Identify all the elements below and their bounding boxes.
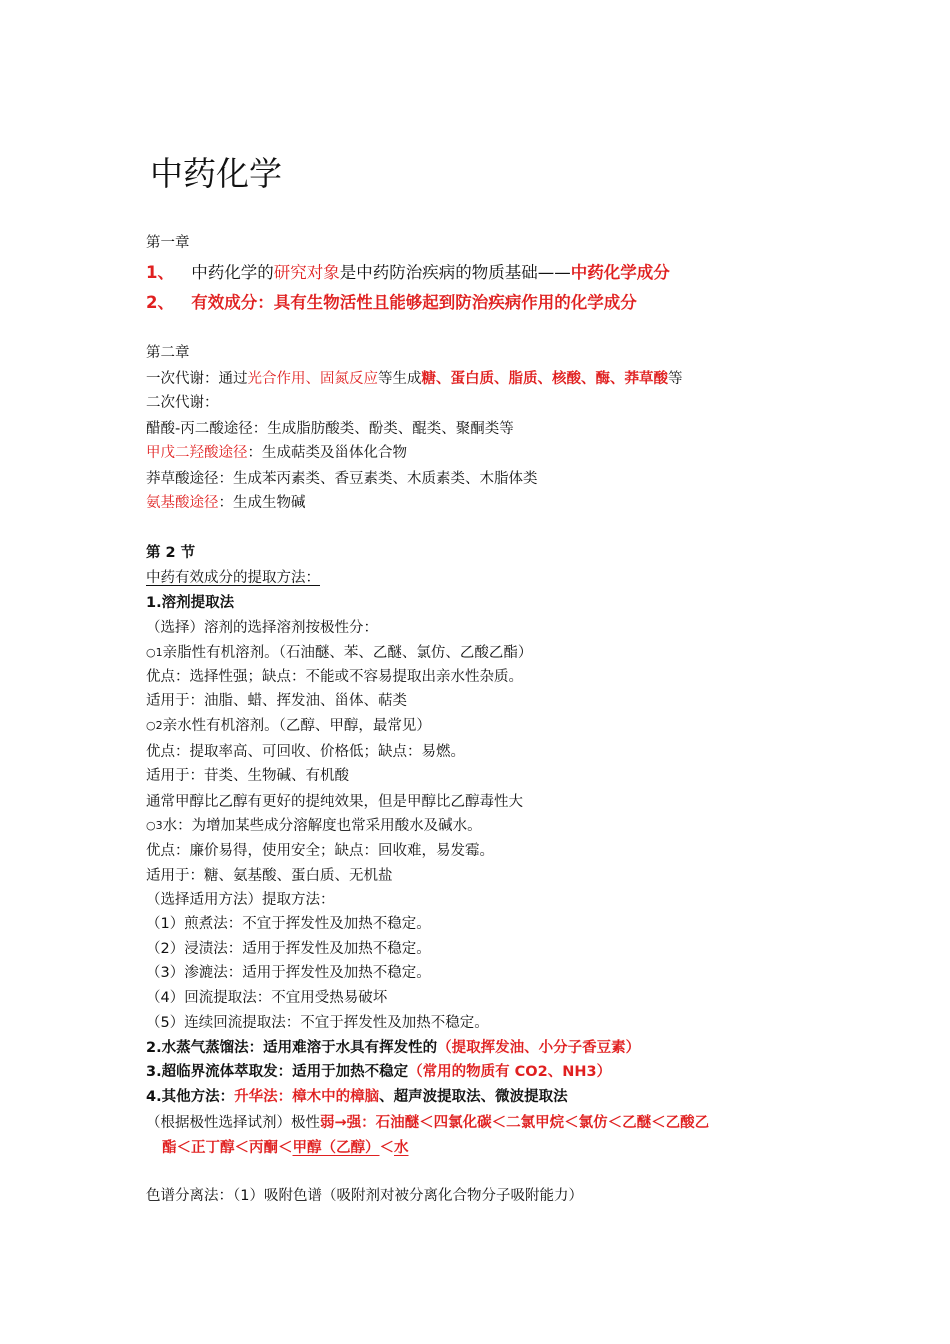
method-4 — [146, 1086, 568, 1108]
section2-heading: 第 2 节 — [146, 545, 196, 561]
m2-a: 2.水蒸气蒸馏法：适用难溶于水具有挥发性的 — [146, 1040, 438, 1056]
mark-2: ○2 — [146, 719, 163, 732]
chapter1-heading: 第一章 — [146, 235, 190, 251]
s1-use: 适用于：油脂、蜡、挥发油、甾体、萜类 — [146, 693, 407, 709]
item2-text: 有效成分：具有生物活性且能够起到防治疾病作用的化学成分 — [191, 293, 637, 312]
item1-text-a: 中药化学的 — [191, 263, 274, 282]
polarity-f: 水 — [394, 1140, 409, 1156]
s3-text: 水：为增加某些成分溶解度也常采用酸水及碱水。 — [162, 818, 482, 834]
path4-b: ：生成生物碱 — [218, 495, 306, 511]
s1-text: 亲脂性有机溶剂。（石油醚、苯、乙醚、氯仿、乙酸乙酯） — [162, 645, 533, 661]
s1-pros: 优点：选择性强；缺点：不能或不容易提取出亲水性杂质。 — [146, 669, 523, 685]
primary-d: 糖、蛋白质、脂质、核酸、酶、莽草酸 — [421, 371, 668, 387]
path-shikimate: 莽草酸途径：生成苯丙素类、香豆素类、木质素类、木脂体类 — [146, 471, 538, 487]
polarity-a: （根据极性选择试剂）极性 — [146, 1115, 320, 1131]
polarity-b: 弱→强：石油醚＜四氯化碳＜二氯甲烷＜氯仿＜乙醚＜乙酸乙 — [320, 1115, 710, 1131]
solvent-water — [146, 815, 482, 838]
polarity-d: 甲醇（乙醇） — [292, 1140, 380, 1156]
polarity-c: 酯＜正丁醇＜丙酮＜ — [162, 1140, 293, 1156]
primary-e: 等 — [668, 371, 683, 387]
solvent-lipophilic — [146, 642, 532, 665]
mark-3: ○3 — [146, 819, 163, 832]
method-item: （1）煎煮法：不宜于挥发性及加热不稳定。 — [146, 916, 431, 932]
secondary-metabolism: 二次代谢： — [146, 395, 219, 411]
primary-c: 等生成 — [378, 371, 422, 387]
m2-b: （提取挥发油、小分子香豆素） — [437, 1040, 641, 1056]
item2-number: 2、 — [146, 293, 174, 312]
polarity-line-2 — [162, 1137, 409, 1159]
m3-a: 3.超临界流体萃取发：适用于加热不稳定 — [146, 1064, 409, 1080]
s2-text: 亲水性有机溶剂。（乙醇、甲醇，最常见） — [162, 718, 431, 734]
solvent-hydrophilic — [146, 715, 431, 738]
s3-use: 适用于：糖、氨基酸、蛋白质、无机盐 — [146, 868, 393, 884]
method-item: （5）连续回流提取法：不宜于挥发性及加热不稳定。 — [146, 1015, 489, 1031]
item1-number: 1、 — [146, 263, 174, 282]
methods-heading: （选择适用方法）提取方法： — [146, 892, 335, 908]
chapter2-heading: 第二章 — [146, 345, 190, 361]
document-title: 中药化学 — [150, 154, 282, 193]
item1-text-d: 中药化学成分 — [570, 263, 670, 282]
m4-b: 升华法：樟木中的樟脑 — [234, 1089, 380, 1105]
item1-text-b: 研究对象 — [273, 263, 340, 282]
method-item: （2）浸渍法：适用于挥发性及加热不稳定。 — [146, 941, 431, 957]
s3-pros: 优点：廉价易得，使用安全；缺点：回收难，易发霉。 — [146, 843, 494, 859]
m4-c: 、超声波提取法、微波提取法 — [379, 1089, 568, 1105]
path-mevalonate — [146, 442, 407, 464]
path4-a: 氨基酸途径 — [146, 495, 219, 511]
method-2 — [146, 1037, 640, 1059]
chapter1-item-1 — [146, 260, 670, 286]
mark-1: ○1 — [146, 646, 163, 659]
s2-pros: 优点：提取率高、可回收、价格低；缺点：易燃。 — [146, 744, 465, 760]
section2-subtitle: 中药有效成分的提取方法： — [146, 570, 320, 586]
path2-b: ：生成萜类及甾体化合物 — [247, 445, 407, 461]
chromatography: 色谱分离法：（1）吸附色谱（吸附剂对被分离化合物分子吸附能力） — [146, 1188, 583, 1204]
solvent-select: （选择）溶剂的选择溶剂按极性分： — [146, 620, 378, 636]
method-item: （4）回流提取法：不宜用受热易破坏 — [146, 990, 388, 1006]
path2-a: 甲戊二羟酸途径 — [146, 445, 248, 461]
polarity-line-1 — [146, 1112, 709, 1134]
m4-a: 4.其他方法： — [146, 1089, 235, 1105]
s2-use: 适用于：苷类、生物碱、有机酸 — [146, 768, 349, 784]
path-amino-acid — [146, 492, 306, 514]
method-1-heading: 1.溶剂提取法 — [146, 595, 235, 611]
method-3 — [146, 1061, 611, 1083]
primary-a: 一次代谢：通过 — [146, 371, 248, 387]
path-acetate: 醋酸-丙二酸途径：生成脂肪酸类、酚类、醌类、聚酮类等 — [146, 421, 514, 437]
m3-b: （常用的物质有 CO2、NH3） — [408, 1064, 612, 1080]
item1-text-c: 是中药防治疾病的物质基础—— — [339, 263, 571, 282]
method-item: （3）渗漉法：适用于挥发性及加热不稳定。 — [146, 965, 431, 981]
polarity-e: ＜ — [379, 1140, 394, 1156]
s2-note: 通常甲醇比乙醇有更好的提纯效果，但是甲醇比乙醇毒性大 — [146, 794, 523, 810]
chapter1-item-2 — [146, 290, 637, 316]
primary-metabolism — [146, 368, 683, 390]
primary-b: 光合作用、固氮反应 — [247, 371, 378, 387]
